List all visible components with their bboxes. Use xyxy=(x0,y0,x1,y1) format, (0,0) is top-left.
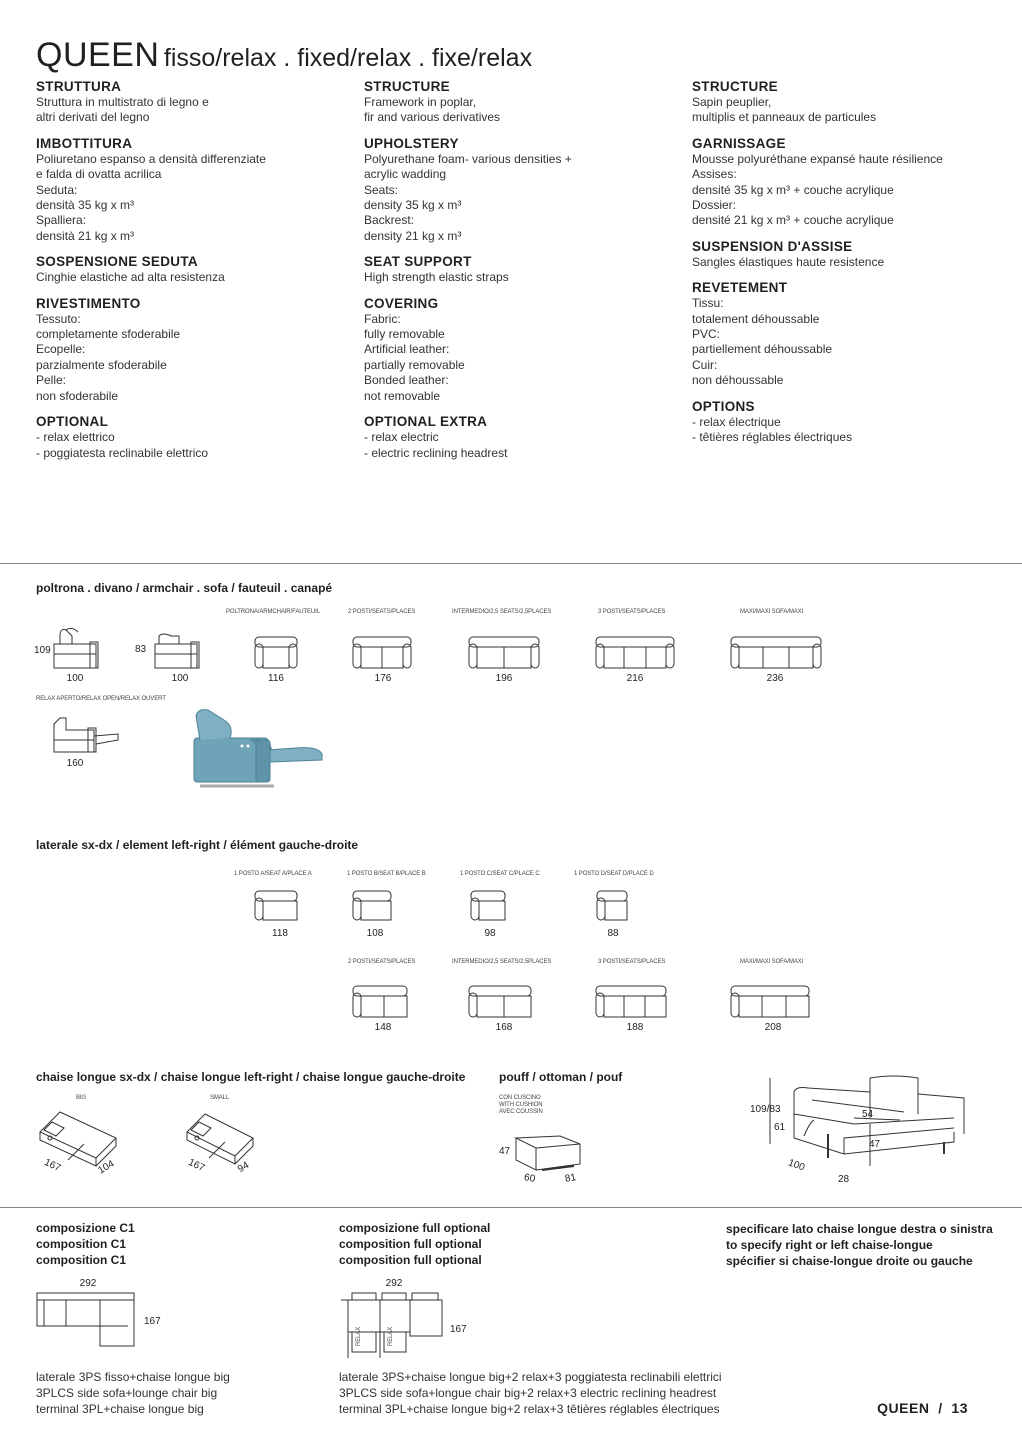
spec-line: - electric reclining headrest xyxy=(364,445,508,460)
side-view-armchair-drawing xyxy=(52,624,102,670)
section-seat-height: 61 xyxy=(774,1122,786,1133)
sofa-2-seat-plan-icon xyxy=(352,636,412,670)
elements-title: laterale sx-dx / element left-right / élément gauche-droite xyxy=(36,838,359,852)
description-line: 3PLCS side sofa+longue chair big+2 relax+3 electric reclining headrest xyxy=(339,1386,717,1400)
element-multi-plan-icon xyxy=(468,985,532,1019)
sofa-label: 3 POSTI/SEATS/PLACES xyxy=(598,609,666,615)
spec-line: acrylic wadding xyxy=(364,167,447,182)
spec-line: Assises: xyxy=(692,167,737,182)
spec-section xyxy=(36,296,336,404)
page-title xyxy=(36,38,532,72)
section-arm-width: 28 xyxy=(838,1174,850,1185)
spec-heading: OPTIONAL xyxy=(36,414,109,430)
spec-heading: SUSPENSION D'ASSISE xyxy=(692,238,853,254)
description-line: terminal 3PL+chaise longue big+2 relax+3 têtières réglables électriques xyxy=(339,1402,720,1416)
spec-line: partiellement déhoussable xyxy=(692,342,833,357)
section-height: 109/83 xyxy=(750,1104,781,1115)
spec-line: Framework in poplar, xyxy=(364,95,477,109)
relax-armchair-photo xyxy=(190,704,326,794)
note-line: spécifier si chaise-longue droite ou gauche xyxy=(726,1254,973,1268)
pouf-note: WITH CUSHION xyxy=(499,1102,543,1108)
composition-title-line: composizione C1 xyxy=(36,1221,135,1235)
sofa-width: 116 xyxy=(268,673,284,684)
divider xyxy=(0,1207,1022,1208)
spec-section xyxy=(364,136,664,244)
section-depth: 100 xyxy=(786,1157,807,1174)
spec-line: Tessuto: xyxy=(36,311,81,326)
spec-line: partially removable xyxy=(364,357,465,372)
spec-section xyxy=(692,79,992,126)
composition-full-title xyxy=(339,1220,490,1268)
chaise-big-label: BIG xyxy=(76,1095,87,1101)
spec-line: completamente sfoderabile xyxy=(36,327,181,342)
spec-line: altri derivati del legno xyxy=(36,110,150,125)
spec-section xyxy=(364,79,664,126)
spec-line: - relax électrique xyxy=(692,414,781,429)
spec-column-italian xyxy=(36,79,336,471)
spec-heading: STRUCTURE xyxy=(364,79,450,94)
spec-line: Tissu: xyxy=(692,296,724,311)
spec-line: Pelle: xyxy=(36,373,67,388)
composition-title-line: composition full optional xyxy=(339,1253,482,1267)
chaise-big-width: 104 xyxy=(96,1158,117,1177)
relax-open-side-drawing xyxy=(52,716,120,754)
spec-section xyxy=(692,399,992,446)
pouf-height: 47 xyxy=(499,1146,511,1157)
spec-line: Sapin peuplier, xyxy=(692,95,772,109)
element-plan-icon xyxy=(470,890,506,922)
sofa-width: 236 xyxy=(766,673,784,684)
chaise-small-label: SMALL xyxy=(210,1095,230,1101)
composition-title-line: composition C1 xyxy=(36,1237,127,1251)
composition-full-description xyxy=(339,1369,722,1417)
element-width: 98 xyxy=(484,928,496,939)
model-name: QUEEN xyxy=(36,36,160,74)
spec-line: Struttura in multistrato di legno e xyxy=(36,95,209,109)
spec-line: - relax electric xyxy=(364,430,439,445)
spec-heading: SOSPENSIONE SEDUTA xyxy=(36,254,198,270)
element-label: 1 POSTO A/SEAT A/PLACE A xyxy=(234,871,312,877)
element-label: 1 POSTO D/SEAT D/PLACE D xyxy=(574,871,654,877)
side-view-depth: 100 xyxy=(66,673,84,684)
sofa-3-seat-plan-icon xyxy=(595,636,675,670)
spec-line: e falda di ovatta acrilica xyxy=(36,167,162,182)
relax-open-label: RELAX APERTO/RELAX OPEN/RELAX OUVERT xyxy=(36,696,166,702)
pouf-note: AVEC COUSSIN xyxy=(499,1109,543,1115)
spec-line: densité 21 kg x m³ + couche acrylique xyxy=(692,213,894,228)
pouf-drawing xyxy=(514,1134,582,1172)
spec-heading: GARNISSAGE xyxy=(692,135,786,151)
spec-heading: RIVESTIMENTO xyxy=(36,295,141,311)
armchair-plan-icon xyxy=(254,636,298,670)
relax-label: RELAX xyxy=(388,1326,394,1346)
spec-section xyxy=(692,239,992,270)
spec-section xyxy=(364,414,664,461)
element-width: 148 xyxy=(374,1022,392,1033)
sofa-maxi-plan-icon xyxy=(730,636,822,670)
element-width: 88 xyxy=(607,928,619,939)
composition-title-line: composizione full optional xyxy=(339,1221,491,1235)
spec-line: Backrest: xyxy=(364,213,415,228)
note-line: to specify right or left chaise-longue xyxy=(726,1238,933,1252)
spec-line: Poliuretano espanso a densità differenziate xyxy=(36,151,266,166)
spec-heading: OPTIONS xyxy=(692,398,755,414)
spec-line: fully removable xyxy=(364,327,445,342)
pouf-title: pouff / ottoman / pouf xyxy=(499,1070,623,1084)
sofa-label: POLTRONA/ARMCHAIR/FAUTEUIL xyxy=(226,609,320,615)
spec-heading: STRUTTURA xyxy=(36,79,122,94)
sofa-width: 196 xyxy=(495,673,513,684)
element-label: MAXI/MAXI SOFA/MAXI xyxy=(740,959,804,965)
spec-line: - têtières réglables électriques xyxy=(692,430,853,445)
spec-line: - poggiatesta reclinabile elettrico xyxy=(36,445,209,460)
spec-column-english xyxy=(364,79,664,471)
spec-line: densità 21 kg x m³ xyxy=(36,228,135,243)
spec-line: density 35 kg x m³ xyxy=(364,198,462,213)
spec-line: Fabric: xyxy=(364,311,401,326)
spec-line: Cuir: xyxy=(692,357,718,372)
side-view-height: 109 xyxy=(34,645,51,656)
note-line: specificare lato chaise longue destra o sinistra xyxy=(726,1222,993,1236)
spec-line: Spalliera: xyxy=(36,213,87,228)
sofa-label: MAXI/MAXI SOFA/MAXI xyxy=(740,609,804,615)
spec-line: densità 35 kg x m³ xyxy=(36,198,135,213)
footer-separator: / xyxy=(933,1400,948,1416)
spec-line: parzialmente sfoderabile xyxy=(36,357,167,372)
spec-line: fir and various derivatives xyxy=(364,110,501,125)
element-width: 168 xyxy=(495,1022,513,1033)
spec-line: Seats: xyxy=(364,182,399,197)
element-label: 3 POSTI/SEATS/PLACES xyxy=(598,959,666,965)
description-line: 3PLCS side sofa+lounge chair big xyxy=(36,1386,218,1400)
section-arm-height: 47 xyxy=(869,1139,881,1150)
element-plan-icon xyxy=(352,890,392,922)
spec-heading: OPTIONAL EXTRA xyxy=(364,414,488,430)
spec-line: PVC: xyxy=(692,327,721,342)
chaise-side-note xyxy=(726,1221,993,1269)
spec-heading: IMBOTTITURA xyxy=(36,135,133,151)
spec-line: non déhoussable xyxy=(692,373,784,388)
pouf-depth: 60 xyxy=(523,1172,536,1185)
divider xyxy=(0,563,1022,564)
element-multi-plan-icon xyxy=(730,985,810,1019)
relax-open-depth: 160 xyxy=(66,758,84,769)
spec-heading: COVERING xyxy=(364,295,439,311)
model-subtitle: fisso/relax . fixed/relax . fixe/relax xyxy=(163,44,533,72)
relax-label: RELAX xyxy=(356,1326,362,1346)
composition-depth: 167 xyxy=(450,1324,467,1335)
chaise-big-length: 167 xyxy=(42,1156,63,1175)
spec-column-french xyxy=(692,79,992,456)
composition-title-line: composition C1 xyxy=(36,1253,127,1267)
element-multi-plan-icon xyxy=(595,985,667,1019)
spec-line: multiplis et panneaux de particules xyxy=(692,110,877,125)
spec-section xyxy=(692,136,992,229)
sofa-label: INTERMEDIO/2,5 SEATS/2,5PLACES xyxy=(452,609,552,615)
element-label: 1 POSTO C/SEAT C/PLACE C xyxy=(460,871,540,877)
chaise-title: chaise longue sx-dx / chaise longue left-right / chaise longue gauche-droite xyxy=(36,1070,466,1084)
spec-section xyxy=(36,136,336,244)
spec-section xyxy=(36,414,336,461)
spec-line: Polyurethane foam- various densities + xyxy=(364,151,572,166)
side-view-depth: 100 xyxy=(171,673,189,684)
composition-title-line: composition full optional xyxy=(339,1237,482,1251)
composition-c1-title xyxy=(36,1220,135,1268)
spec-line: non sfoderabile xyxy=(36,388,119,403)
pouf-note: CON CUSCINO xyxy=(499,1095,541,1101)
spec-section xyxy=(36,254,336,285)
element-width: 108 xyxy=(366,928,384,939)
composition-c1-description xyxy=(36,1369,230,1417)
chaise-small-length: 167 xyxy=(186,1156,207,1175)
spec-line: not removable xyxy=(364,388,441,403)
element-plan-icon xyxy=(254,890,298,922)
spec-section xyxy=(364,254,664,285)
spec-heading: SEAT SUPPORT xyxy=(364,254,472,270)
description-line: terminal 3PL+chaise longue big xyxy=(36,1402,204,1416)
spec-line: Bonded leather: xyxy=(364,373,449,388)
spec-heading: REVETEMENT xyxy=(692,280,788,296)
pouf-width: 81 xyxy=(564,1172,577,1185)
page-number: 13 xyxy=(951,1400,968,1416)
description-line: laterale 3PS+chaise longue big+2 relax+3 poggiatesta reclinabili elettrici xyxy=(339,1370,722,1384)
armchair-sofa-title: poltrona . divano / armchair . sofa / fauteuil . canapé xyxy=(36,581,333,595)
composition-c1-plan xyxy=(36,1292,140,1348)
composition-width: 292 xyxy=(385,1278,403,1289)
element-width: 188 xyxy=(626,1022,644,1033)
page-footer xyxy=(877,1400,968,1416)
element-multi-plan-icon xyxy=(352,985,408,1019)
spec-heading: STRUCTURE xyxy=(692,79,778,94)
element-width: 118 xyxy=(272,928,288,939)
spec-section xyxy=(692,280,992,388)
spec-line: Seduta: xyxy=(36,182,78,197)
side-view-armchair-drawing xyxy=(153,632,203,670)
spec-section xyxy=(364,296,664,404)
spec-line: Artificial leather: xyxy=(364,342,450,357)
spec-heading: UPHOLSTERY xyxy=(364,135,459,151)
sofa-width: 176 xyxy=(374,673,392,684)
composition-width: 292 xyxy=(79,1278,97,1289)
element-width: 208 xyxy=(764,1022,782,1033)
spec-line: Sangles élastiques haute resistence xyxy=(692,254,885,269)
spec-line: Ecopelle: xyxy=(36,342,86,357)
spec-line: High strength elastic straps xyxy=(364,270,509,285)
footer-model: QUEEN xyxy=(877,1400,930,1416)
element-label: INTERMEDIO/2,5 SEATS/2,5PLACES xyxy=(452,959,552,965)
spec-line: Mousse polyuréthane expansé haute résilience xyxy=(692,151,943,166)
composition-depth: 167 xyxy=(144,1316,161,1327)
sofa-label: 2 POSTI/SEATS/PLACES xyxy=(348,609,416,615)
spec-line: Cinghie elastiche ad alta resistenza xyxy=(36,270,225,285)
element-label: 2 POSTI/SEATS/PLACES xyxy=(348,959,416,965)
spec-section xyxy=(36,79,336,126)
chaise-small-width: 94 xyxy=(235,1159,252,1176)
element-plan-icon xyxy=(596,890,628,922)
sofa-intermediate-plan-icon xyxy=(468,636,540,670)
spec-line: densité 35 kg x m³ + couche acrylique xyxy=(692,182,894,197)
element-label: 1 POSTO B/SEAT B/PLACE B xyxy=(347,871,426,877)
sofa-width: 216 xyxy=(626,673,644,684)
spec-line: density 21 kg x m³ xyxy=(364,228,462,243)
side-view-height: 83 xyxy=(135,644,147,655)
spec-line: - relax elettrico xyxy=(36,430,115,445)
spec-line: totalement déhoussable xyxy=(692,311,820,326)
spec-line: Dossier: xyxy=(692,198,737,213)
section-seat-depth: 54 xyxy=(862,1109,874,1120)
description-line: laterale 3PS fisso+chaise longue big xyxy=(36,1370,230,1384)
